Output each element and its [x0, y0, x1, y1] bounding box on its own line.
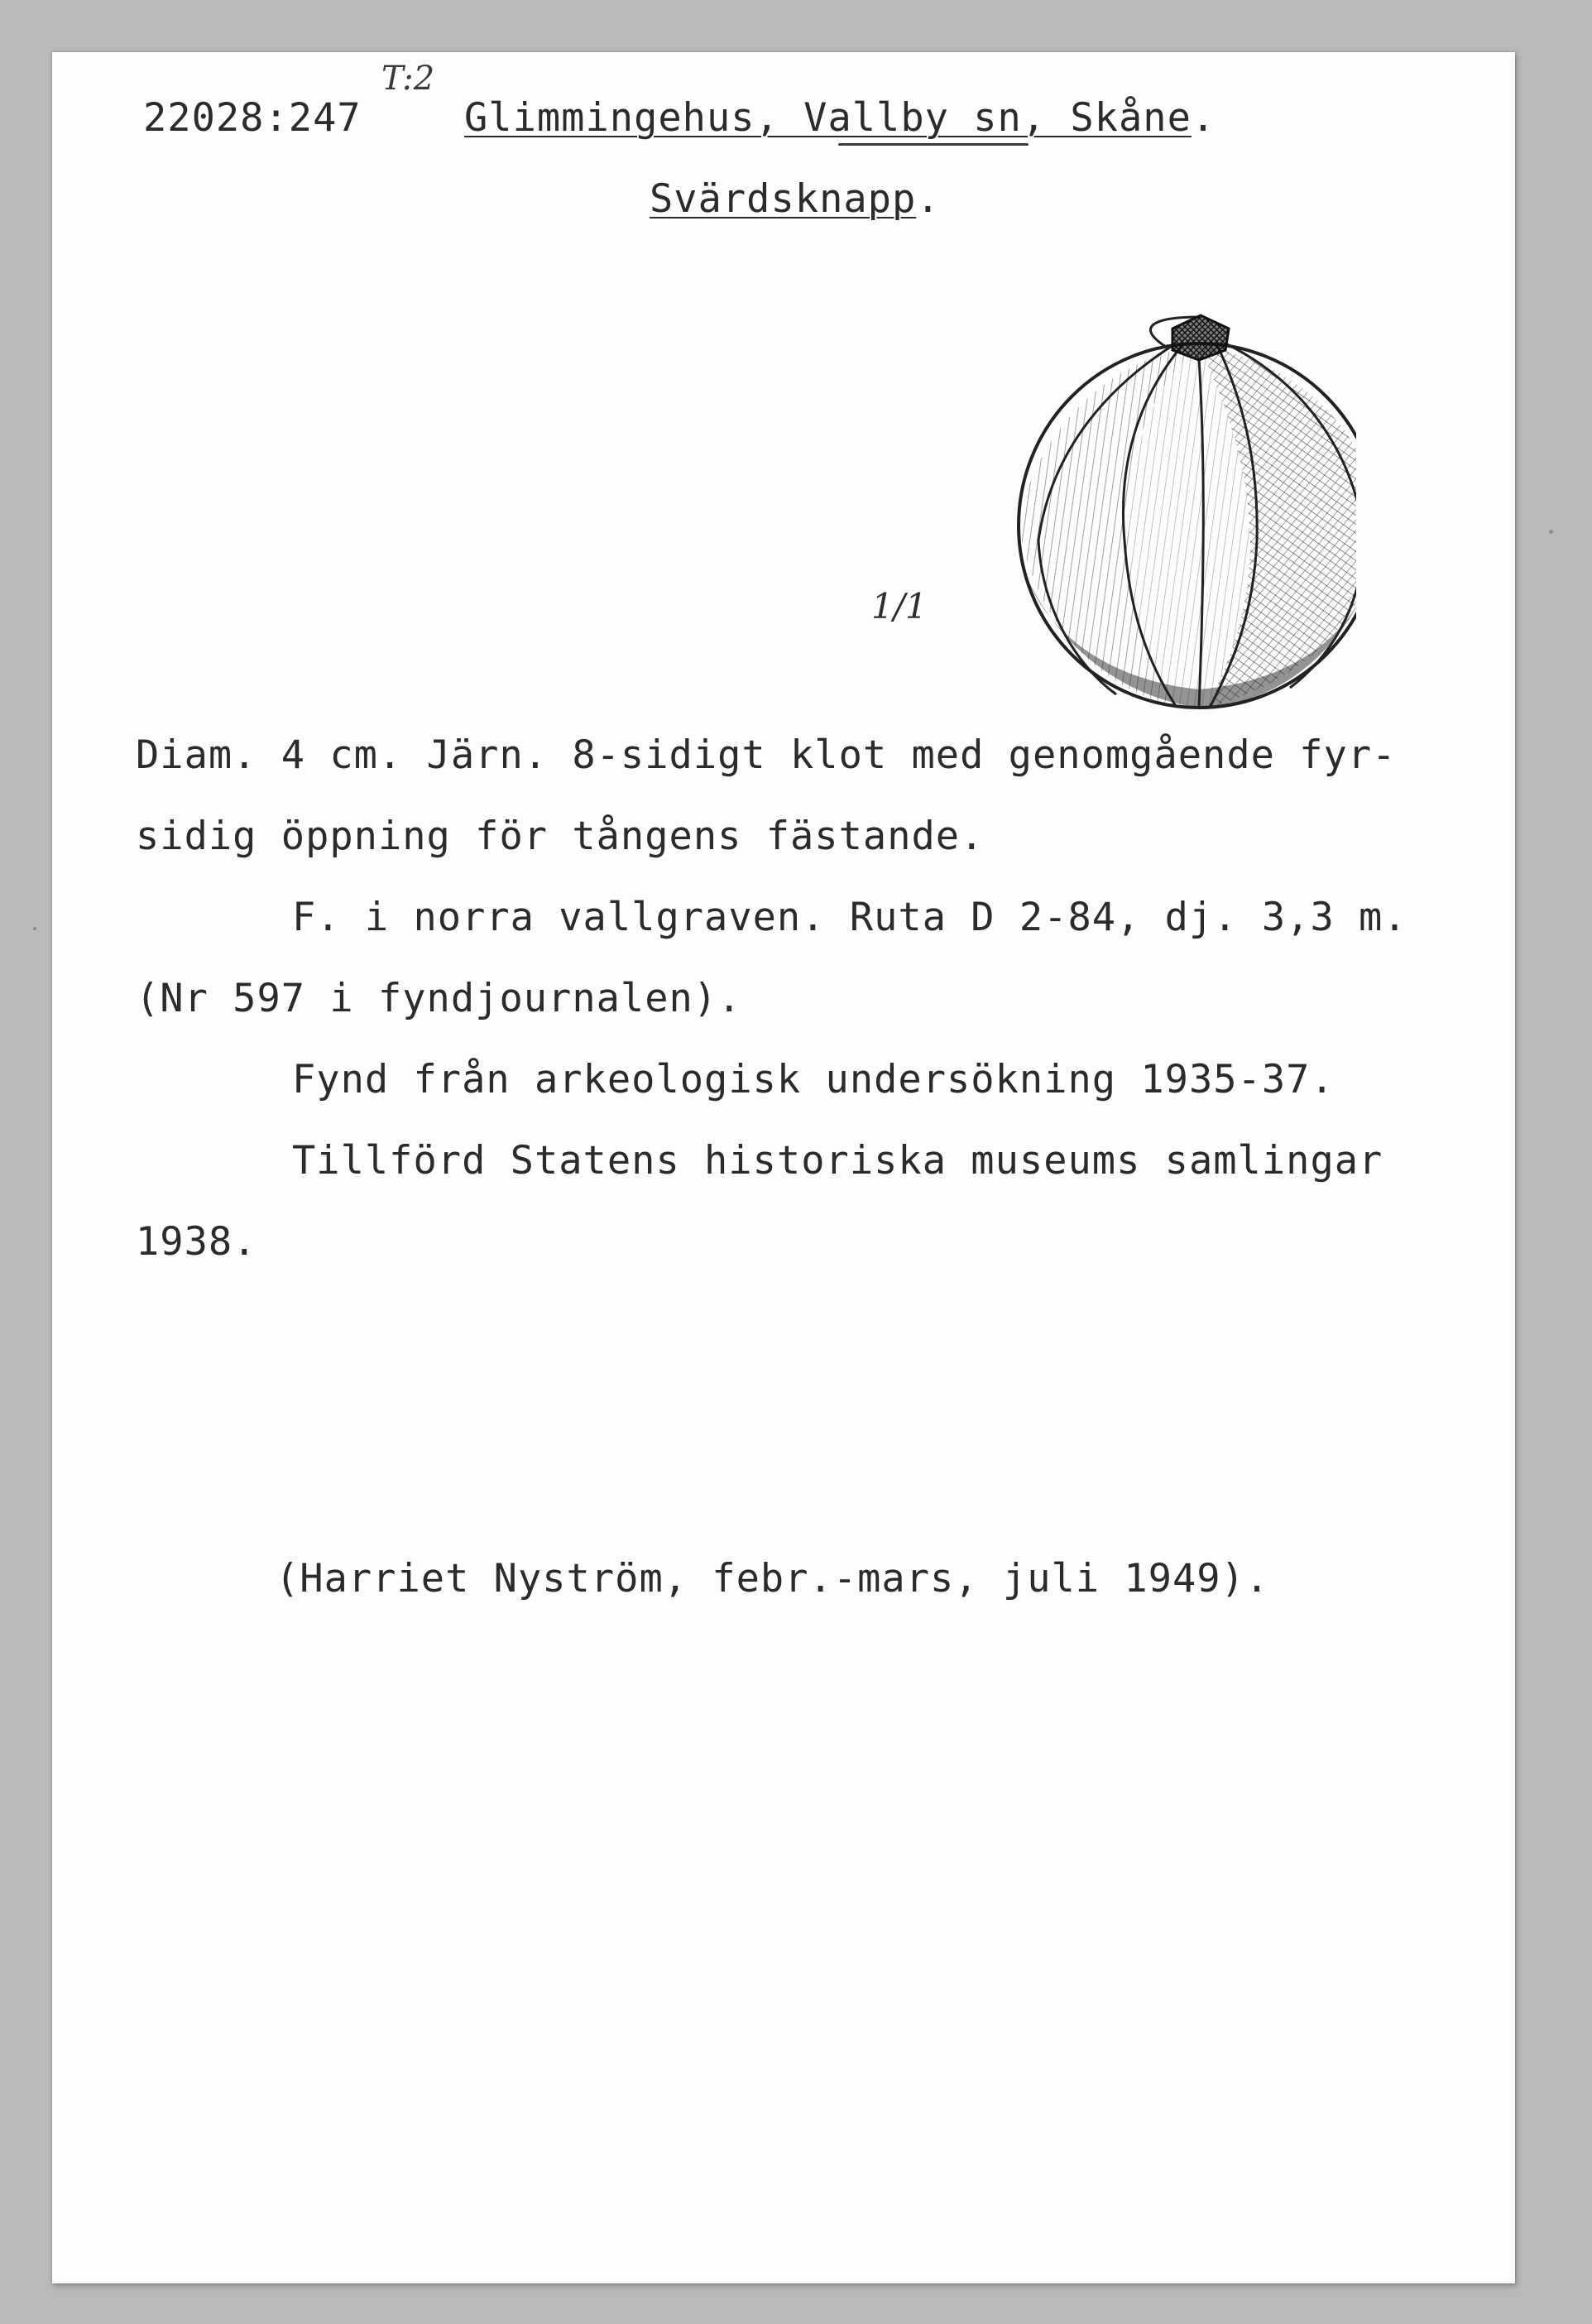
description-line-3: F. i norra vallgraven. Ruta D 2-84, dj. 3,3 m.: [292, 895, 1407, 940]
catalog-number: 22028:247: [143, 95, 362, 141]
sword-pommel-drawing: [959, 292, 1356, 723]
description-line-1: Diam. 4 cm. Järn. 8-sidigt klot med genomgående fyr-: [136, 732, 1397, 778]
object-period: .: [916, 176, 941, 222]
description-line-6: Tillförd Statens historiska museums samlingar: [292, 1138, 1383, 1184]
catalog-card: [52, 52, 1515, 2283]
scan-speck: [33, 927, 36, 930]
location-text: Glimmingehus, Vallby sn, Skåne: [464, 95, 1192, 141]
scan-speck: [1549, 530, 1553, 534]
handwritten-note: T:2: [381, 60, 435, 98]
pen-underline-mark: [838, 143, 1029, 146]
object-heading: [650, 175, 941, 224]
description-line-5: Fynd från arkeologisk undersökning 1935-37.: [292, 1057, 1335, 1102]
location-period: .: [1191, 95, 1216, 141]
scale-indicator: 1/1: [871, 586, 928, 627]
description-line-4: (Nr 597 i fyndjournalen).: [136, 976, 742, 1021]
location-heading: [464, 94, 1216, 143]
description-line-2: sidig öppning för tångens fästande.: [136, 814, 985, 859]
object-name: Svärdsknapp: [650, 176, 917, 222]
author-line: (Harriet Nyström, febr.-mars, juli 1949).: [276, 1556, 1270, 1601]
description-line-7: 1938.: [136, 1219, 257, 1265]
